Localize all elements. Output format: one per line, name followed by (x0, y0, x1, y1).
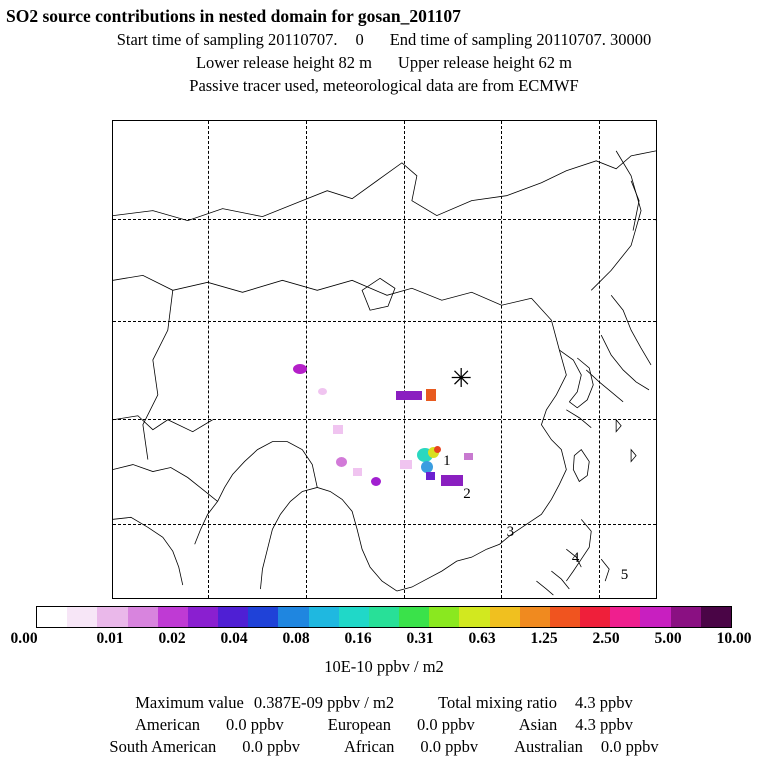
summary-row-region-2 (0, 736, 768, 758)
colorbar (36, 606, 732, 628)
plume-cell (353, 468, 362, 476)
release-height-line (0, 52, 768, 73)
coastline-map (113, 121, 656, 598)
plume-cell (426, 472, 435, 480)
colorbar-swatch (339, 607, 369, 627)
colorbar-swatch (399, 607, 429, 627)
map-marker-4: 4 (571, 550, 580, 567)
colorbar-swatch (550, 607, 580, 627)
max-value-label: Maximum value (135, 693, 244, 712)
colorbar-unit-label: 10E-10 ppbv / m2 (324, 657, 444, 676)
plume-core (434, 446, 441, 453)
plume-cell (400, 460, 412, 469)
end-time-label: End time of sampling 20110707. 30000 (389, 30, 652, 49)
colorbar-swatch (490, 607, 520, 627)
colorbar-tick: 5.00 (654, 630, 682, 647)
summary-row-max (0, 692, 768, 714)
lower-release-height: Lower release height 82 m (195, 53, 372, 72)
plume-cell (333, 425, 343, 434)
colorbar-swatch (701, 607, 731, 627)
colorbar-swatch (520, 607, 550, 627)
colorbar-swatch (67, 607, 97, 627)
asian-value: 4.3 ppbv (575, 715, 634, 734)
colorbar-swatch (459, 607, 489, 627)
map-panel[interactable] (112, 120, 657, 599)
upper-release-height: Upper release height 62 m (397, 53, 573, 72)
colorbar-swatch (128, 607, 158, 627)
start-time-value: 0 (355, 30, 364, 49)
receptor-star-icon: ✳ (450, 363, 473, 394)
colorbar-swatch (218, 607, 248, 627)
australian-value: 0.0 ppbv (600, 737, 659, 756)
african-label: African (343, 737, 395, 756)
sampling-time-line (0, 29, 768, 50)
colorbar-swatch (278, 607, 308, 627)
colorbar-tick: 0.01 (96, 630, 124, 647)
plume-cell (426, 389, 436, 401)
colorbar-swatch (248, 607, 278, 627)
colorbar-swatch (97, 607, 127, 627)
map-marker-1: 1 (443, 452, 451, 469)
australian-label: Australian (514, 737, 583, 756)
south-american-value: 0.0 ppbv (242, 737, 300, 756)
plume-cell (441, 475, 463, 486)
colorbar-swatch (429, 607, 459, 627)
plume-cell (318, 388, 327, 395)
colorbar-tick: 2.50 (592, 630, 620, 647)
map-marker-3: 3 (506, 524, 515, 541)
colorbar-swatch (158, 607, 188, 627)
colorbar-swatch (671, 607, 701, 627)
plume-core (421, 461, 433, 473)
plume-cell (464, 453, 473, 460)
colorbar-tick: 10.00 (716, 630, 752, 647)
colorbar-tick: 0.02 (158, 630, 186, 647)
total-mixing-ratio-label: Total mixing ratio (438, 693, 558, 712)
asian-label: Asian (518, 715, 558, 734)
colorbar-tick: 0.16 (344, 630, 372, 647)
colorbar-swatch (580, 607, 610, 627)
map-marker-2: 2 (463, 485, 471, 502)
colorbar-tick: 0.63 (468, 630, 496, 647)
colorbar-tick: 1.25 (530, 630, 558, 647)
colorbar-swatch (610, 607, 640, 627)
african-value: 0.0 ppbv (420, 737, 479, 756)
european-label: European (327, 715, 392, 734)
colorbar-tick: 0.08 (282, 630, 310, 647)
colorbar-swatch (188, 607, 218, 627)
colorbar-tick: 0.00 (10, 630, 38, 647)
south-american-label: South American (109, 737, 217, 756)
page-title: SO2 source contributions in nested domain for gosan_201107 (6, 6, 461, 26)
summary-row-region-1 (0, 714, 768, 736)
colorbar-tick: 0.31 (406, 630, 434, 647)
start-time-label: Start time of sampling 20110707. (116, 30, 338, 49)
american-label: American (134, 715, 201, 734)
colorbar-swatch (640, 607, 670, 627)
colorbar-tick: 0.04 (220, 630, 248, 647)
colorbar-tick-labels (0, 630, 768, 648)
total-mixing-ratio-value: 4.3 ppbv (575, 693, 633, 712)
colorbar-swatch (309, 607, 339, 627)
map-marker-5: 5 (620, 566, 629, 583)
summary-footer (0, 692, 768, 758)
plume-cell (396, 391, 422, 400)
max-value-value: 0.387E-09 ppbv / m2 (253, 693, 395, 712)
european-value: 0.0 ppbv (417, 715, 475, 734)
american-value: 0.0 ppbv (226, 715, 284, 734)
colorbar-swatch (369, 607, 399, 627)
colorbar-swatch (37, 607, 67, 627)
tracer-info-line: Passive tracer used, meteorological data are from ECMWF (189, 76, 579, 95)
